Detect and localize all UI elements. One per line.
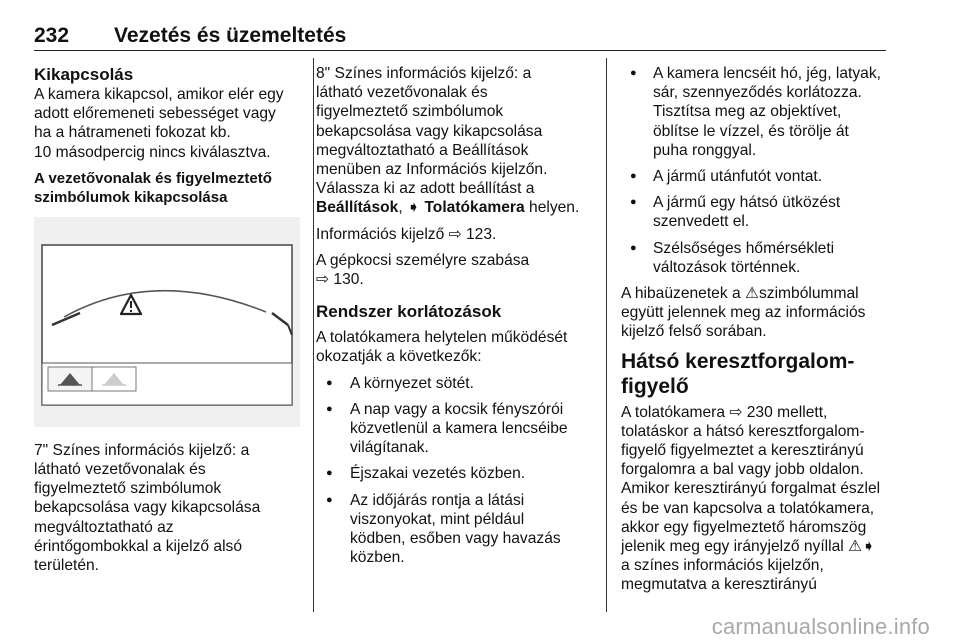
list-item: ● A környezet sötét. bbox=[316, 374, 592, 393]
arrow-icon: ➧ bbox=[407, 199, 421, 217]
paragraph bbox=[621, 403, 891, 595]
paragraph: 7" Színes információs kijelző: a látható vezetővonalak és figyelmeztető szimbólumok bekapcsolása vagy kikapcsolása megváltoztatható az érintőgombokkal a kijelző alsó területén. bbox=[34, 441, 261, 575]
page-title: Vezetés és üzemeltetés bbox=[114, 24, 347, 47]
subheading-guidelines-off: A vezetővonalak és figyelmeztető szimbólumok kikapcsolása bbox=[34, 169, 272, 206]
column-2 bbox=[316, 64, 592, 574]
column-divider bbox=[313, 58, 314, 612]
paragraph-text: szimbólummal együtt jelennek meg az információs kijelző felső sorában. bbox=[621, 285, 866, 341]
list-item: ● A jármű egy hátsó ütközést szenvedett el. bbox=[621, 193, 891, 231]
settings-menu-label: Beállítások bbox=[316, 199, 399, 217]
cross-traffic-arrow-icon: ⚠➧ bbox=[848, 538, 876, 556]
column-3 bbox=[621, 64, 891, 602]
page-number: 232 bbox=[34, 24, 70, 47]
paragraph: A tolatókamera helytelen működését okozatják a következők: bbox=[316, 329, 568, 366]
paragraph bbox=[621, 284, 891, 342]
paragraph-text: helyen. bbox=[524, 199, 580, 217]
bullet-list bbox=[316, 374, 592, 568]
bullet-list bbox=[621, 64, 891, 277]
list-item: ● A kamera lencséit hó, jég, latyak, sár, szennyeződés korlátozza. Tisztítsa meg az objektívet, öblítse le vízzel, és törölje át puha ronggyal. bbox=[621, 64, 891, 160]
list-item: ● Az időjárás rontja a látási viszonyokat, mint például ködben, esőben vagy havazás közben. bbox=[316, 491, 592, 568]
watermark: carmanualsonline.info bbox=[711, 614, 930, 639]
cross-reference: A gépkocsi személyre szabása ⇨ 130. bbox=[316, 251, 530, 289]
warning-triangle-icon: ⚠ bbox=[744, 285, 759, 303]
page-header bbox=[34, 24, 886, 51]
list-item: ● A jármű utánfutót vontat. bbox=[621, 167, 891, 186]
list-item: ● Szélsőséges hőmérsékleti változások történnek. bbox=[621, 239, 891, 277]
paragraph-text: A tolatókamera ⇨ 230 mellett, tolatáskor a hátsó keresztforgalom- figyelő figyelmeztet a keresztirányú forgalomra a bal vagy jobb oldalon. Amikor keresztirányú forgalmat észlel és be van kapcsolva a tolatókamera, akkor egy figyelmeztető háromszög jelenik meg egy irányjelző nyíllal bbox=[621, 403, 881, 556]
list-item: ● A nap vagy a kocsik fényszórói közvetlenül a kamera lencséibe világítanak. bbox=[316, 400, 592, 458]
paragraph: A kamera kikapcsol, amikor elér egy adott előremeneti sebességet vagy ha a hátrameneti fokozat kb. 10 másodpercig nincs kiválasztva. bbox=[34, 86, 284, 161]
list-item: ● Éjszakai vezetés közben. bbox=[316, 464, 592, 483]
rear-camera-menu-label: Tolatókamera bbox=[424, 199, 525, 217]
section-heading-limitations: Rendszer korlátozások bbox=[316, 302, 502, 322]
paragraph-text: A hibaüzenetek a bbox=[621, 285, 745, 303]
paragraph-text: 8" Színes információs kijelző: a látható vezetővonalak és figyelmeztető szimbólumok bekapcsolása vagy kikapcsolása megváltoztatható a Beállítások menüben az Információs kijelzőn. Válassza ki az adott beállítást a bbox=[316, 65, 548, 198]
column-1 bbox=[34, 64, 300, 582]
paragraph-text: a színes információs kijelzőn, megmutatva a keresztirányú bbox=[621, 557, 824, 594]
column-divider bbox=[606, 58, 607, 612]
section-heading-kikapcsolas: Kikapcsolás bbox=[34, 65, 134, 84]
paragraph: 8" Színes információs kijelző: a látható vezetővonalak és figyelmeztető szimbólumok bekapcsolása vagy kikapcsolása megváltoztatható a Beállítások menüben az Információs kijelzőn. Válassza ki az adott beállítást a Beállítások, ➧ Tolatókamera helyen. bbox=[316, 65, 580, 217]
camera-display-figure bbox=[34, 217, 300, 427]
section-heading-rear-cross-traffic: Hátsó keresztforgalom- figyelő bbox=[621, 349, 855, 398]
cross-reference: Információs kijelző ⇨ 123. bbox=[316, 225, 497, 243]
